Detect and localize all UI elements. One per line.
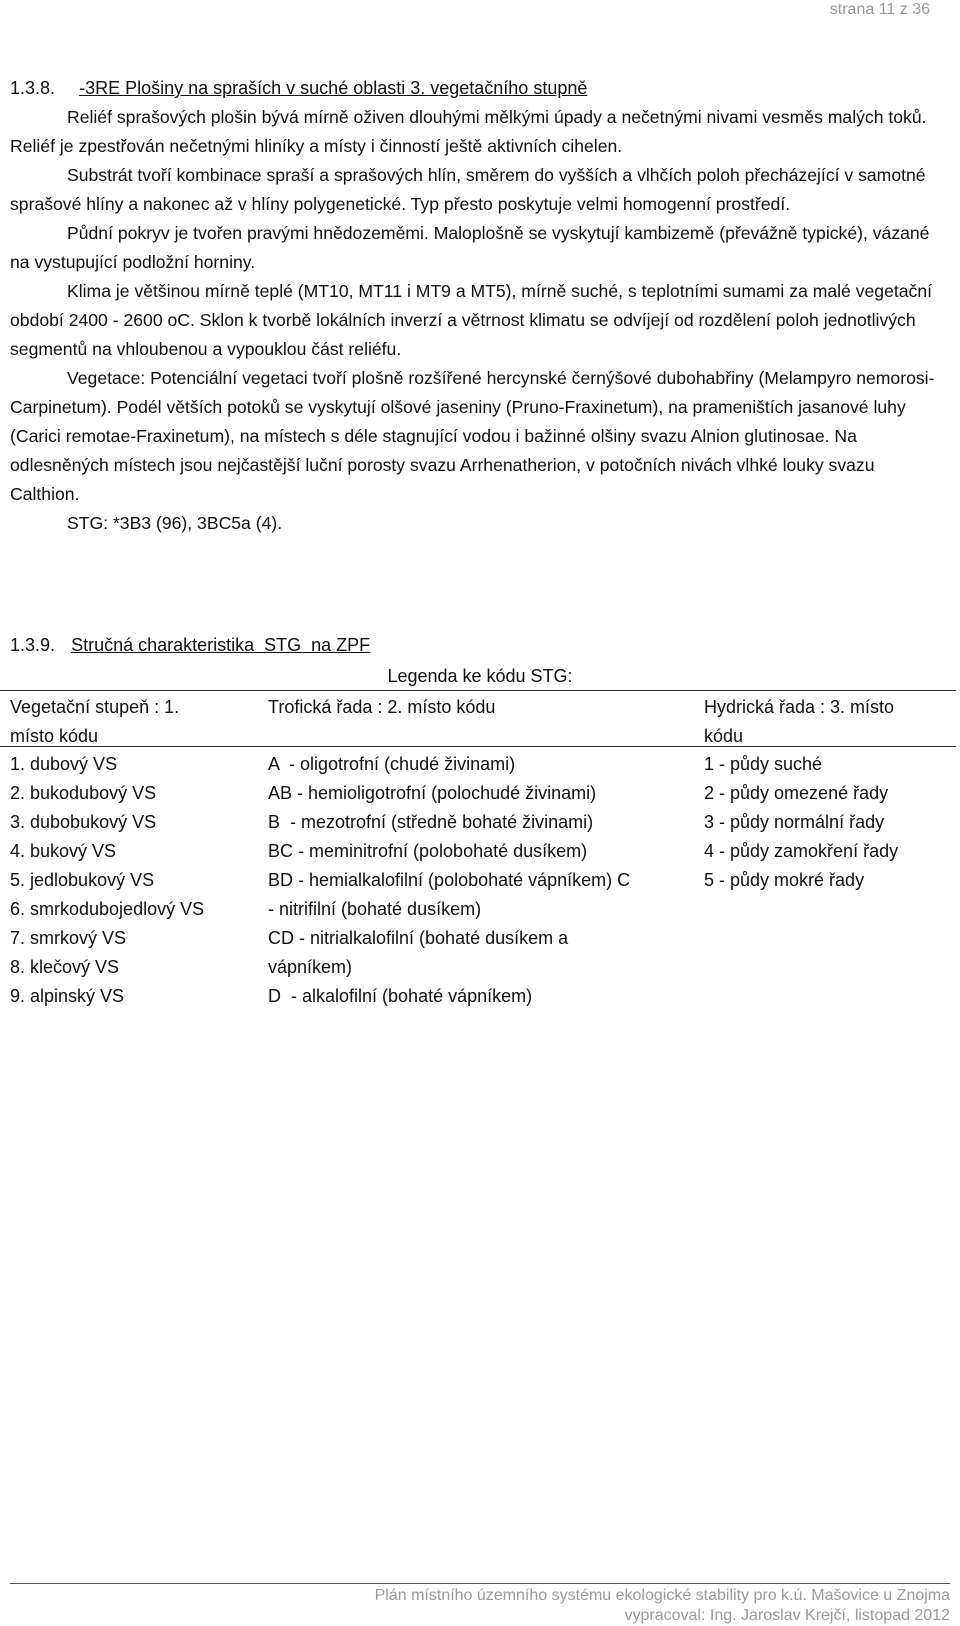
list-item: 4. bukový VS <box>10 841 117 861</box>
paragraph-relief: Reliéf sprašových plošin bývá mírně oživen dlouhými mělkými úpady a nečetnými nivami vesměs malých toků. Reliéf je zpestřován nečetnými hliníky a místy i činností ještě aktivních cihelen. <box>10 107 927 156</box>
list-item: 9. alpinský VS <box>10 986 125 1006</box>
list-item: A - oligotrofní (chudé živinami) <box>268 754 516 774</box>
paragraph-stg: STG: *3B3 (96), 3BC5a (4). <box>67 513 283 533</box>
list-item: D - alkalofilní (bohaté vápníkem) <box>268 986 533 1006</box>
list-item: 8. klečový VS <box>10 957 120 977</box>
header-line: Trofická řada : 2. místo kódu <box>268 697 496 717</box>
list-item: 7. smrkový VS <box>10 928 127 948</box>
list-item: 1. dubový VS <box>10 754 118 774</box>
list-item: B - mezotrofní (středně bohaté živinami) <box>268 812 594 832</box>
column-vegetation <box>10 750 204 1011</box>
section-title: -3RE Plošiny na spraších v suché oblasti 3. vegetačního stupně <box>79 78 588 98</box>
list-item: 6. smrkodubojedlový VS <box>10 899 205 919</box>
footer-line: vypracoval: Ing. Jaroslav Krejčí, listopad 2012 <box>624 1607 950 1624</box>
list-item: 1 - půdy suché <box>704 754 823 774</box>
header-line: kódu <box>704 726 744 746</box>
list-item: 3 - půdy normální řady <box>704 812 885 832</box>
column-header-vegetation <box>10 693 179 751</box>
table-top-rule <box>0 690 956 691</box>
column-header-hydric <box>704 693 894 751</box>
list-item: 3. dubobukový VS <box>10 812 157 832</box>
paragraph-substrate: Substrát tvoří kombinace spraší a sprašových hlín, směrem do vyšších a vlhčích poloh přecházející v samotné sprašové hlíny a nakonec až v hlíny polygenetické. Typ přesto poskytuje velmi homogenní prostředí. <box>10 165 926 214</box>
list-item: AB - hemioligotrofní (polochudé živinami) <box>268 783 597 803</box>
footer-rule <box>10 1583 950 1584</box>
list-item: 4 - půdy zamokření řady <box>704 841 899 861</box>
section-heading-stg <box>10 633 370 657</box>
column-hydric <box>704 750 898 895</box>
column-header-trophic <box>268 693 495 722</box>
section-title: Stručná charakteristika STG na ZPF <box>71 635 371 655</box>
paragraph-soil: Půdní pokryv je tvořen pravými hnědozeměmi. Maloplošně se vyskytují kambizemě (převážně typické), vázané na vystupující podložní horniny. <box>10 223 930 272</box>
header-line: Hydrická řada : 3. místo <box>704 697 895 717</box>
footer-line: Plán místního územního systému ekologické stability pro k.ú. Mašovice u Znojma <box>374 1587 950 1604</box>
section-body <box>10 103 942 538</box>
list-item: 5 - půdy mokré řady <box>704 870 865 890</box>
page-footer <box>375 1586 950 1626</box>
header-line: Vegetační stupeň : 1. <box>10 697 180 717</box>
list-item: CD - nitrialkalofilní (bohaté dusíkem a <box>268 928 569 948</box>
section-number: 1.3.8. <box>10 78 56 98</box>
list-item: BC - meminitrofní (polobohaté dusíkem) <box>268 841 588 861</box>
paragraph-climate: Klima je většinou mírně teplé (MT10, MT11 i MT9 a MT5), mírně suché, s teplotními sumami za malé vegetační období 2400 - 2600 oC. Sklon k tvorbě lokálních inverzí a větrnost klimatu se odvíjejí od rozdělení poloh jednotlivých segmentů na vhloubenou a vypouklou část reliéfu. <box>10 281 933 359</box>
list-item: vápníkem) <box>268 957 353 977</box>
list-item: 2 - půdy omezené řady <box>704 783 889 803</box>
list-item: BD - hemialkalofilní (polobohaté vápníkem) C <box>268 870 631 890</box>
column-trophic <box>268 750 630 1011</box>
header-line: místo kódu <box>10 726 99 746</box>
paragraph-vegetation: Vegetace: Potenciální vegetaci tvoří plošně rozšířené hercynské černýšové dubohabřiny (Melampyro nemorosi-Carpinetum). Podél větších potoků se vyskytují olšové jaseniny (Pruno-Fraxinetum), na prameništích jasanové luhy (Carici remotae-Fraxinetum), na místech s déle stagnující vodou i bažinné olšiny svazu Alnion glutinosae. Na odlesněných místech jsou nejčastější luční porosty svazu Arrhenatherion, v potočních nivách vlhké louky svazu Calthion. <box>10 368 935 504</box>
legend-title: Legenda ke kódu STG: <box>387 666 573 686</box>
list-item: 5. jedlobukový VS <box>10 870 155 890</box>
list-item: 2. bukodubový VS <box>10 783 157 803</box>
list-item: - nitrifilní (bohaté dusíkem) <box>268 899 482 919</box>
section-number: 1.3.9. <box>10 635 56 655</box>
page-number: strana 11 z 36 <box>829 1 930 18</box>
section-heading <box>10 76 587 100</box>
